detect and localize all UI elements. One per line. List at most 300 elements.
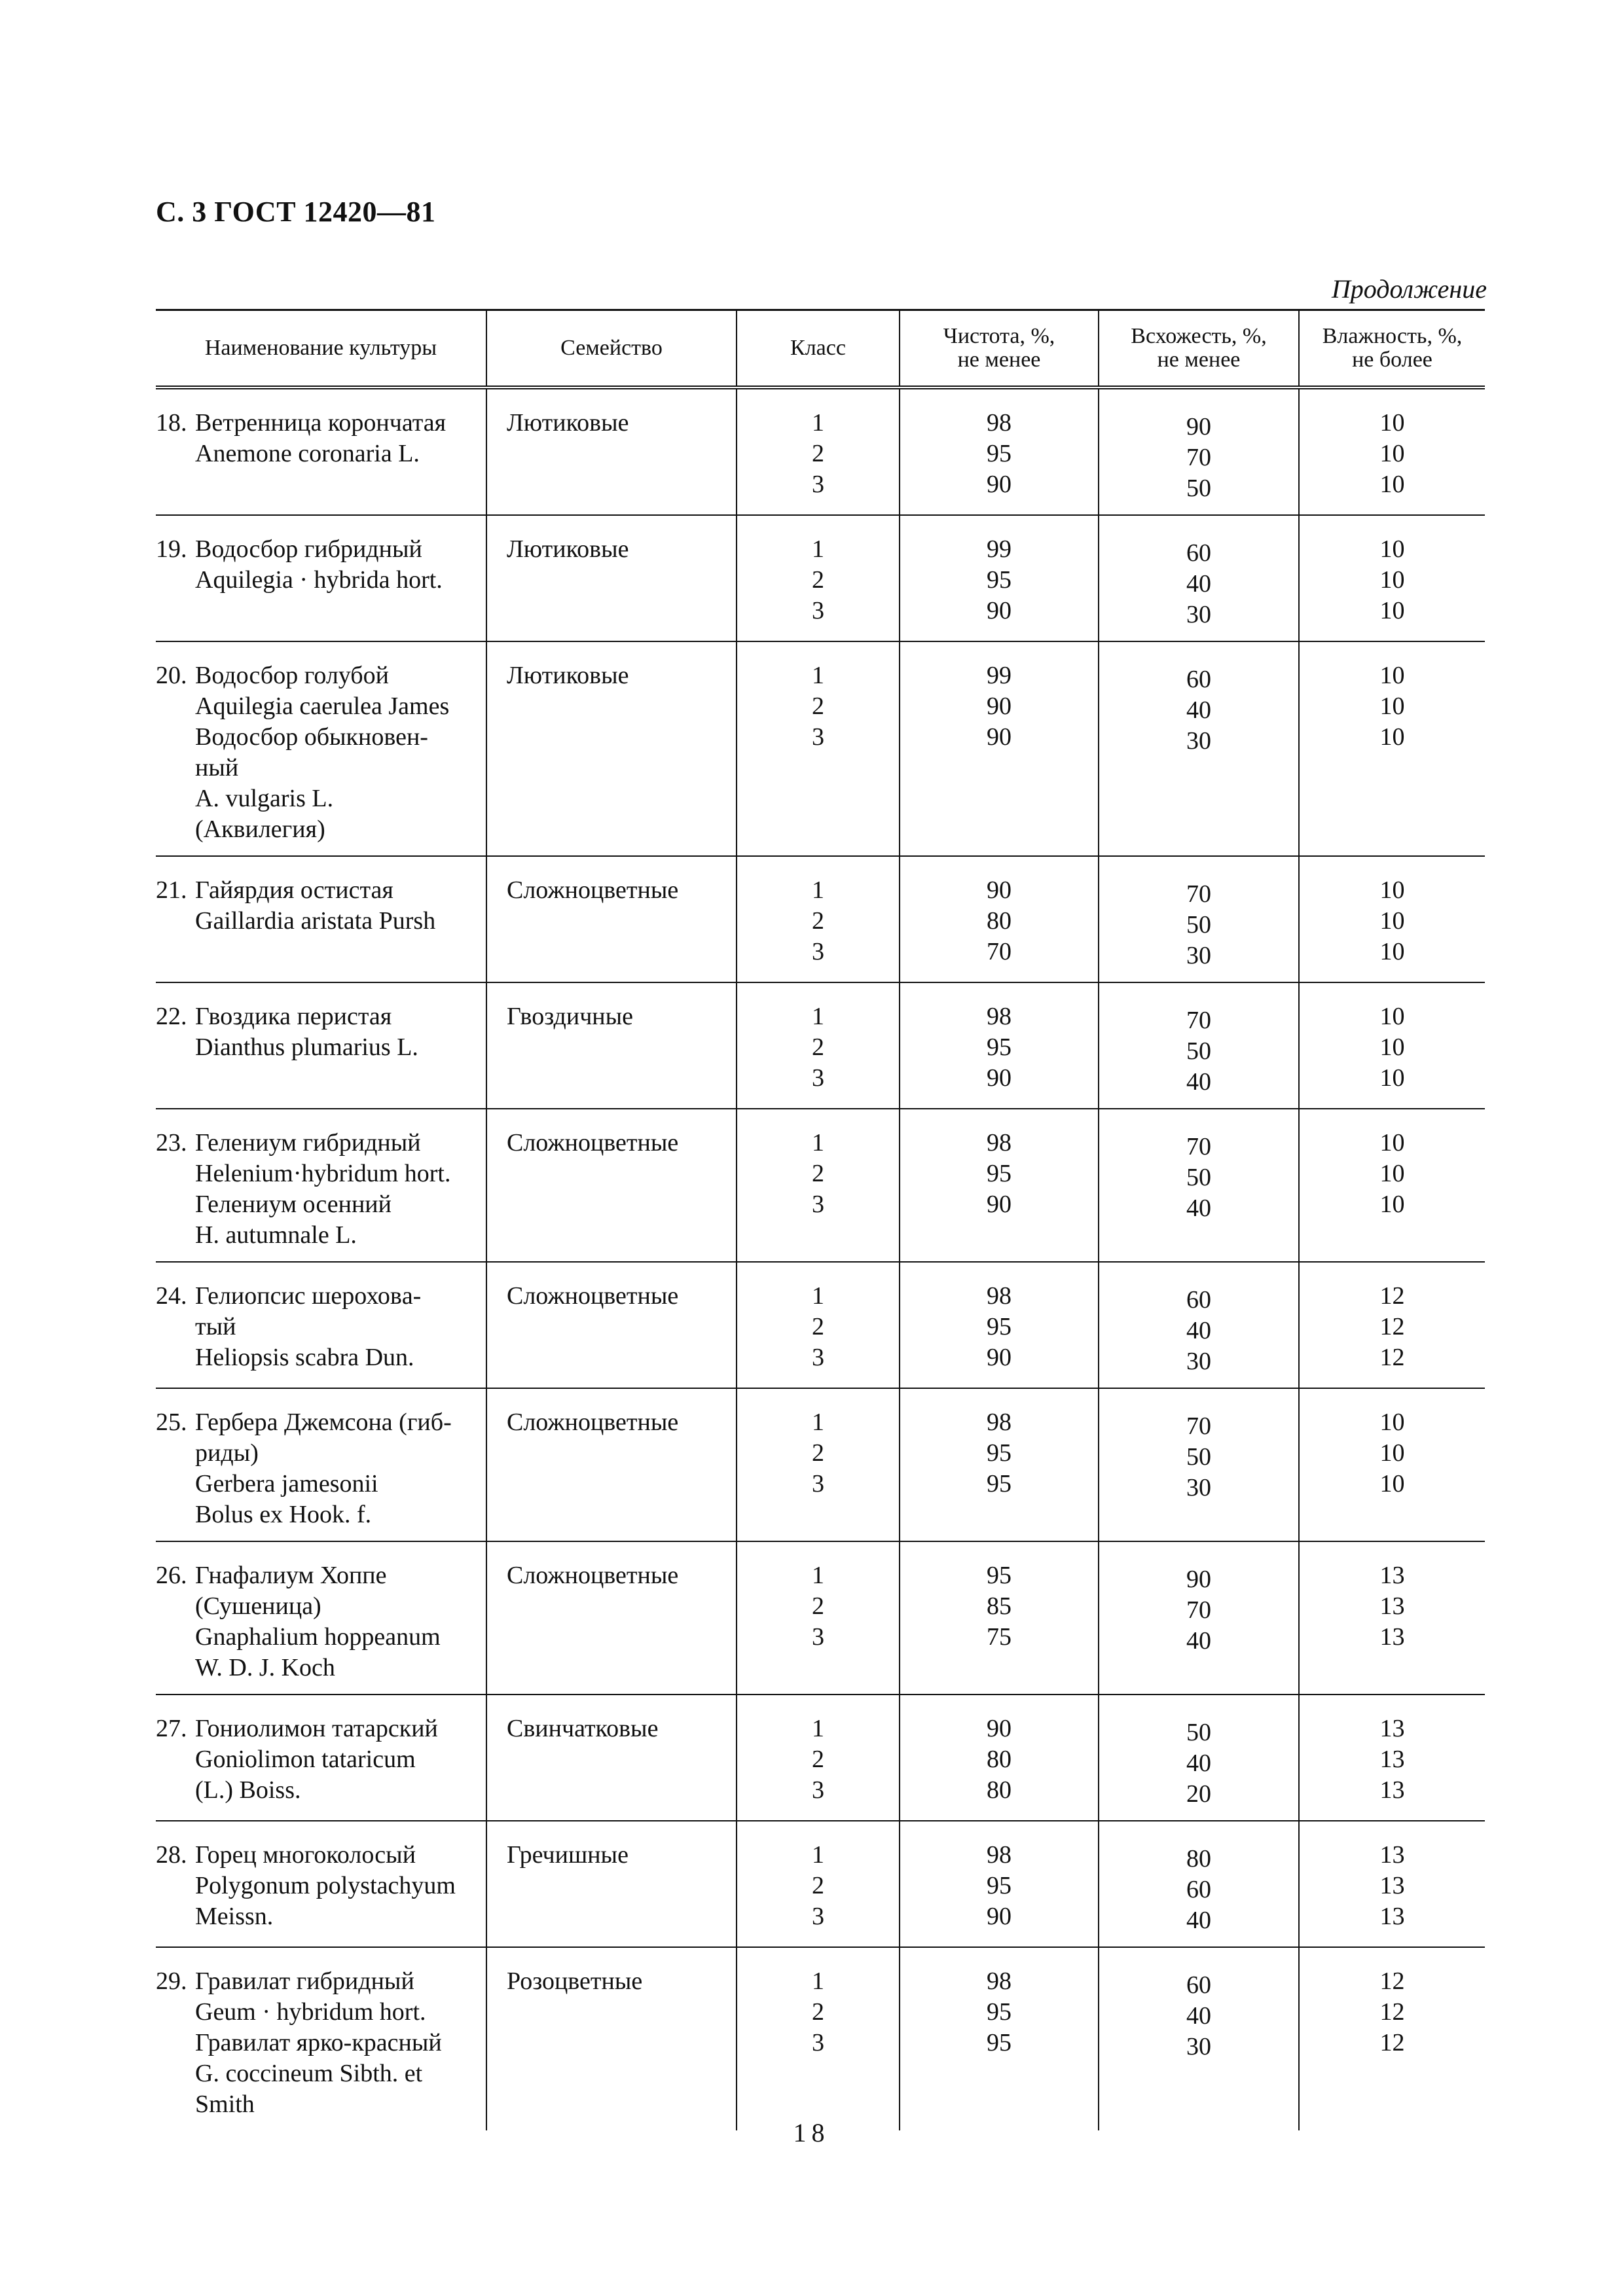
purity-value: 99: [987, 535, 1012, 563]
humidity-value: 10: [1379, 470, 1405, 498]
class-value: 3: [812, 1064, 824, 1092]
crop-name-line: Водосбор голубой: [195, 661, 389, 689]
humidity-value: 10: [1379, 408, 1405, 437]
humidity-value: 13: [1379, 1623, 1405, 1651]
continuation-label: Продолжение: [1331, 274, 1487, 304]
humidity-value: 13: [1379, 1871, 1405, 1899]
humidity-value: 13: [1379, 1714, 1405, 1742]
purity-value: 95: [987, 439, 1012, 467]
crop-name-line: Gnaphalium hoppeanum: [195, 1623, 441, 1651]
germination-value: 60: [1186, 1875, 1211, 1903]
family-cell: Сложноцветные: [486, 856, 737, 982]
purity-value: 90: [987, 1714, 1012, 1742]
class-value: 3: [812, 1469, 824, 1498]
crop-name-first-line: [156, 408, 486, 439]
purity-value: 98: [987, 408, 1012, 437]
class-value: 3: [812, 1190, 824, 1218]
table-row: [156, 641, 1485, 856]
purity-cell: [900, 1947, 1099, 2130]
crop-name-line: Smith: [195, 2090, 255, 2118]
germination-cell: [1099, 1821, 1299, 1947]
germination-value: 50: [1186, 1443, 1211, 1471]
crop-name-line: Гелениум осенний: [195, 1190, 392, 1218]
class-value: 3: [812, 1902, 824, 1930]
purity-value: 90: [987, 692, 1012, 720]
purity-value: 90: [987, 470, 1012, 498]
humidity-cell: [1299, 1541, 1485, 1695]
class-cell: [737, 1262, 900, 1388]
germination-value: 70: [1186, 1596, 1211, 1624]
purity-value: 98: [987, 1967, 1012, 1995]
class-value: 2: [812, 565, 824, 594]
humidity-value: 10: [1379, 876, 1405, 904]
crop-name-line: Goniolimon tataricum: [195, 1745, 416, 1773]
humidity-cell: [1299, 641, 1485, 856]
crop-name-line: Aquilegia caerulea James: [195, 692, 450, 720]
germination-value: 40: [1186, 696, 1211, 724]
purity-value: 90: [987, 1343, 1012, 1371]
crop-name-line: Gerbera jamesonii: [195, 1469, 378, 1498]
class-cell: [737, 1541, 900, 1695]
germination-value: 60: [1186, 1971, 1211, 1999]
family-cell: Лютиковые: [486, 515, 737, 641]
germination-value: 70: [1186, 443, 1211, 471]
crop-name-cell: [156, 1541, 486, 1695]
family-cell: Сложноцветные: [486, 1388, 737, 1541]
class-value: 1: [812, 1128, 824, 1157]
table-row: [156, 1541, 1485, 1695]
germination-value: 90: [1186, 412, 1211, 440]
class-cell: [737, 387, 900, 515]
column-header-name: Наименование культуры: [156, 310, 486, 387]
humidity-cell: [1299, 856, 1485, 982]
germination-value: 30: [1186, 600, 1211, 628]
crop-name-cell: [156, 1262, 486, 1388]
crop-name-first-line: [156, 1281, 486, 1312]
humidity-value: 13: [1379, 1902, 1405, 1930]
humidity-cell: [1299, 515, 1485, 641]
class-value: 2: [812, 1439, 824, 1467]
humidity-value: 10: [1379, 661, 1405, 689]
germination-value: 50: [1186, 910, 1211, 939]
germination-value: 40: [1186, 1626, 1211, 1655]
purity-cell: [900, 1541, 1099, 1695]
humidity-value: 13: [1379, 1840, 1405, 1869]
crop-name-line: Meissn.: [195, 1902, 274, 1930]
class-value: 3: [812, 723, 824, 751]
row-number: 22.: [156, 1002, 187, 1030]
purity-value: 95: [987, 565, 1012, 594]
purity-value: 95: [987, 1871, 1012, 1899]
purity-value: 95: [987, 1469, 1012, 1498]
family-cell: Гвоздичные: [486, 982, 737, 1109]
crop-name-line: Водосбор обыкновен-: [195, 723, 428, 751]
purity-value: 98: [987, 1002, 1012, 1030]
seed-quality-table: [156, 309, 1485, 2130]
column-header-germination-line: Всхожесть, %,: [1131, 323, 1267, 348]
crop-name-line: (Сушеница): [195, 1592, 321, 1620]
crop-name-line: (L.) Boiss.: [195, 1776, 301, 1804]
crop-name-line: Гелиопсис шероховa-: [195, 1282, 422, 1310]
crop-name-line: Geum · hybridum hort.: [195, 1998, 426, 2026]
humidity-value: 10: [1379, 906, 1405, 935]
humidity-value: 12: [1379, 1967, 1405, 1995]
germination-value: 60: [1186, 1285, 1211, 1314]
germination-value: 30: [1186, 941, 1211, 969]
column-header-germination: [1099, 310, 1299, 387]
class-cell: [737, 1821, 900, 1947]
humidity-cell: [1299, 1109, 1485, 1262]
crop-name-line: Гравилат гибридный: [195, 1967, 414, 1995]
crop-name-line: Helenium·hybridum hort.: [195, 1159, 451, 1187]
row-number: 18.: [156, 408, 187, 437]
purity-cell: [900, 1388, 1099, 1541]
purity-value: 95: [987, 1033, 1012, 1061]
class-value: 2: [812, 1312, 824, 1340]
germination-cell: [1099, 1695, 1299, 1821]
class-value: 3: [812, 596, 824, 624]
column-header-class: Класс: [737, 310, 900, 387]
table-row: [156, 856, 1485, 982]
family-cell: Лютиковые: [486, 387, 737, 515]
germination-value: 60: [1186, 665, 1211, 693]
class-value: 1: [812, 1840, 824, 1869]
page-header: С. 3 ГОСТ 12420—81: [156, 196, 436, 228]
row-number: 29.: [156, 1967, 187, 1995]
crop-name-first-line: [156, 1407, 486, 1438]
germination-cell: [1099, 1541, 1299, 1695]
purity-value: 98: [987, 1840, 1012, 1869]
crop-name-cell: [156, 982, 486, 1109]
crop-name-line: Dianthus plumarius L.: [195, 1033, 418, 1061]
column-header-humidity-line: не более: [1352, 347, 1432, 372]
humidity-value: 10: [1379, 723, 1405, 751]
purity-value: 90: [987, 1190, 1012, 1218]
class-value: 1: [812, 535, 824, 563]
class-value: 3: [812, 470, 824, 498]
row-number: 24.: [156, 1282, 187, 1310]
class-value: 2: [812, 1033, 824, 1061]
humidity-value: 10: [1379, 1408, 1405, 1436]
table-row: [156, 1947, 1485, 2130]
class-value: 1: [812, 408, 824, 437]
germination-value: 20: [1186, 1780, 1211, 1808]
germination-value: 40: [1186, 2001, 1211, 2030]
humidity-cell: [1299, 1262, 1485, 1388]
class-cell: [737, 1947, 900, 2130]
crop-name-first-line: [156, 660, 486, 691]
purity-cell: [900, 387, 1099, 515]
class-value: 3: [812, 1776, 824, 1804]
humidity-value: 13: [1379, 1745, 1405, 1773]
purity-cell: [900, 1695, 1099, 1821]
class-cell: [737, 515, 900, 641]
purity-value: 98: [987, 1282, 1012, 1310]
crop-name-line: Гербера Джемсона (гиб-: [195, 1408, 452, 1436]
purity-value: 95: [987, 1998, 1012, 2026]
germination-cell: [1099, 641, 1299, 856]
humidity-value: 10: [1379, 535, 1405, 563]
crop-name-line: Гелениум гибридный: [195, 1128, 421, 1157]
row-number: 19.: [156, 535, 187, 563]
humidity-value: 10: [1379, 1128, 1405, 1157]
humidity-value: 10: [1379, 1033, 1405, 1061]
purity-cell: [900, 1262, 1099, 1388]
crop-name-line: H. autumnale L.: [195, 1221, 357, 1249]
crop-name-line: Водосбор гибридный: [195, 535, 422, 563]
crop-name-line: Polygonum polystachyum: [195, 1871, 456, 1899]
germination-value: 70: [1186, 1132, 1211, 1160]
table-header-row: [156, 310, 1485, 387]
purity-cell: [900, 856, 1099, 982]
germination-value: 90: [1186, 1565, 1211, 1593]
humidity-value: 13: [1379, 1592, 1405, 1620]
humidity-value: 12: [1379, 2028, 1405, 2056]
class-cell: [737, 641, 900, 856]
class-value: 1: [812, 1408, 824, 1436]
row-number: 28.: [156, 1840, 187, 1869]
purity-value: 90: [987, 596, 1012, 624]
purity-value: 95: [987, 1439, 1012, 1467]
class-value: 1: [812, 1967, 824, 1995]
table-row: [156, 1262, 1485, 1388]
class-cell: [737, 1388, 900, 1541]
humidity-value: 10: [1379, 1190, 1405, 1218]
crop-name-first-line: [156, 534, 486, 565]
class-value: 3: [812, 1343, 824, 1371]
crop-name-line: тый: [195, 1312, 236, 1340]
crop-name-first-line: [156, 1713, 486, 1744]
column-header-family: Семейство: [486, 310, 737, 387]
humidity-value: 12: [1379, 1998, 1405, 2026]
germination-value: 40: [1186, 1067, 1211, 1096]
humidity-value: 10: [1379, 1159, 1405, 1187]
germination-value: 70: [1186, 880, 1211, 908]
column-header-purity-line: не менее: [957, 347, 1041, 372]
crop-name-line: Гайярдия остистая: [195, 876, 393, 904]
humidity-cell: [1299, 387, 1485, 515]
table-body: [156, 387, 1485, 2130]
humidity-value: 10: [1379, 1469, 1405, 1498]
class-value: 1: [812, 1002, 824, 1030]
humidity-value: 10: [1379, 439, 1405, 467]
crop-name-line: Heliopsis scabra Dun.: [195, 1343, 414, 1371]
crop-name-first-line: [156, 1560, 486, 1591]
germination-cell: [1099, 1947, 1299, 2130]
class-value: 1: [812, 876, 824, 904]
germination-cell: [1099, 1388, 1299, 1541]
germination-value: 60: [1186, 539, 1211, 567]
crop-name-cell: [156, 1109, 486, 1262]
germination-cell: [1099, 515, 1299, 641]
class-cell: [737, 856, 900, 982]
purity-value: 98: [987, 1408, 1012, 1436]
germination-value: 70: [1186, 1412, 1211, 1440]
class-value: 3: [812, 937, 824, 965]
purity-cell: [900, 982, 1099, 1109]
crop-name-line: A. vulgaris L.: [195, 784, 334, 812]
table-row: [156, 387, 1485, 515]
purity-value: 80: [987, 906, 1012, 935]
germination-value: 40: [1186, 1906, 1211, 1934]
table-row: [156, 1695, 1485, 1821]
row-number: 23.: [156, 1128, 187, 1157]
row-number: 21.: [156, 876, 187, 904]
purity-value: 95: [987, 1312, 1012, 1340]
humidity-value: 12: [1379, 1343, 1405, 1371]
purity-value: 90: [987, 1064, 1012, 1092]
germination-cell: [1099, 856, 1299, 982]
class-value: 1: [812, 1282, 824, 1310]
purity-value: 98: [987, 1128, 1012, 1157]
family-cell: Сложноцветные: [486, 1262, 737, 1388]
humidity-value: 12: [1379, 1282, 1405, 1310]
germination-value: 50: [1186, 1037, 1211, 1065]
crop-name-cell: [156, 1821, 486, 1947]
table-row: [156, 1109, 1485, 1262]
class-cell: [737, 1109, 900, 1262]
class-value: 2: [812, 1745, 824, 1773]
germination-value: 50: [1186, 1718, 1211, 1746]
purity-value: 95: [987, 2028, 1012, 2056]
germination-value: 30: [1186, 2032, 1211, 2060]
class-value: 2: [812, 1998, 824, 2026]
germination-value: 50: [1186, 474, 1211, 502]
crop-name-line: риды): [195, 1439, 259, 1467]
crop-name-cell: [156, 856, 486, 982]
purity-value: 90: [987, 1902, 1012, 1930]
crop-name-line: Anemone coronaria L.: [195, 439, 420, 467]
crop-name-line: Gaillardia aristata Pursh: [195, 906, 436, 935]
column-header-humidity: [1299, 310, 1485, 387]
row-number: 27.: [156, 1714, 187, 1742]
column-header-purity-line: Чистота, %,: [943, 323, 1055, 348]
family-cell: Сложноцветные: [486, 1541, 737, 1695]
germination-cell: [1099, 1262, 1299, 1388]
germination-cell: [1099, 1109, 1299, 1262]
family-cell: Лютиковые: [486, 641, 737, 856]
family-cell: Свинчатковые: [486, 1695, 737, 1821]
humidity-cell: [1299, 1695, 1485, 1821]
germination-value: 40: [1186, 1749, 1211, 1777]
purity-cell: [900, 1109, 1099, 1262]
purity-value: 85: [987, 1592, 1012, 1620]
crop-name-line: Гнафалиум Хоппе: [195, 1561, 387, 1589]
crop-name-line: Гвоздика перистая: [195, 1002, 392, 1030]
humidity-value: 12: [1379, 1312, 1405, 1340]
row-number: 20.: [156, 661, 187, 689]
crop-name-cell: [156, 1695, 486, 1821]
class-cell: [737, 1695, 900, 1821]
crop-name-first-line: [156, 1001, 486, 1032]
purity-value: 99: [987, 661, 1012, 689]
crop-name-line: Гравилат ярко-красный: [195, 2028, 442, 2056]
class-value: 2: [812, 906, 824, 935]
class-value: 1: [812, 661, 824, 689]
crop-name-line: Ветренница корончатая: [195, 408, 447, 437]
class-value: 2: [812, 1592, 824, 1620]
humidity-value: 10: [1379, 1002, 1405, 1030]
family-cell: Сложноцветные: [486, 1109, 737, 1262]
humidity-value: 13: [1379, 1561, 1405, 1589]
purity-value: 90: [987, 723, 1012, 751]
column-header-purity: [900, 310, 1099, 387]
class-value: 2: [812, 439, 824, 467]
germination-cell: [1099, 387, 1299, 515]
crop-name-cell: [156, 1947, 486, 2130]
class-value: 3: [812, 1623, 824, 1651]
germination-value: 80: [1186, 1844, 1211, 1873]
crop-name-first-line: [156, 1966, 486, 1997]
humidity-value: 13: [1379, 1776, 1405, 1804]
crop-name-line: W. D. J. Koch: [195, 1653, 335, 1681]
table-row: [156, 1821, 1485, 1947]
humidity-cell: [1299, 982, 1485, 1109]
class-value: 2: [812, 1159, 824, 1187]
humidity-value: 10: [1379, 1064, 1405, 1092]
crop-name-cell: [156, 515, 486, 641]
class-value: 2: [812, 692, 824, 720]
germination-value: 70: [1186, 1006, 1211, 1034]
table-row: [156, 1388, 1485, 1541]
germination-value: 30: [1186, 726, 1211, 755]
humidity-value: 10: [1379, 937, 1405, 965]
humidity-value: 10: [1379, 1439, 1405, 1467]
class-cell: [737, 982, 900, 1109]
crop-name-first-line: [156, 875, 486, 906]
humidity-cell: [1299, 1947, 1485, 2130]
table-row: [156, 515, 1485, 641]
germination-value: 50: [1186, 1163, 1211, 1191]
crop-name-line: Гониолимон татарский: [195, 1714, 438, 1742]
crop-name-line: G. coccineum Sibth. et: [195, 2059, 423, 2087]
class-value: 3: [812, 2028, 824, 2056]
family-cell: Гречишные: [486, 1821, 737, 1947]
crop-name-first-line: [156, 1128, 486, 1158]
class-value: 1: [812, 1714, 824, 1742]
class-value: 1: [812, 1561, 824, 1589]
crop-name-first-line: [156, 1840, 486, 1871]
germination-value: 40: [1186, 569, 1211, 598]
humidity-value: 10: [1379, 692, 1405, 720]
purity-value: 80: [987, 1745, 1012, 1773]
table-row: [156, 982, 1485, 1109]
crop-name-cell: [156, 641, 486, 856]
germination-value: 30: [1186, 1473, 1211, 1501]
class-value: 2: [812, 1871, 824, 1899]
crop-name-cell: [156, 387, 486, 515]
family-cell: Розоцветные: [486, 1947, 737, 2130]
purity-cell: [900, 1821, 1099, 1947]
germination-value: 40: [1186, 1194, 1211, 1222]
germination-value: 40: [1186, 1316, 1211, 1344]
row-number: 26.: [156, 1561, 187, 1589]
column-header-humidity-line: Влажность, %,: [1322, 323, 1463, 348]
crop-name-line: ный: [195, 753, 239, 781]
crop-name-line: Bolus ex Hook. f.: [195, 1500, 372, 1528]
crop-name-line: Горец многоколосый: [195, 1840, 416, 1869]
row-number: 25.: [156, 1408, 187, 1436]
purity-value: 95: [987, 1561, 1012, 1589]
humidity-cell: [1299, 1821, 1485, 1947]
purity-value: 90: [987, 876, 1012, 904]
crop-name-line: (Аквилегия): [195, 815, 325, 843]
column-header-germination-line: не менее: [1157, 347, 1241, 372]
crop-name-cell: [156, 1388, 486, 1541]
crop-name-line: Aquilegia · hybrida hort.: [195, 565, 443, 594]
purity-value: 75: [987, 1623, 1012, 1651]
page-number: 18: [793, 2118, 830, 2147]
